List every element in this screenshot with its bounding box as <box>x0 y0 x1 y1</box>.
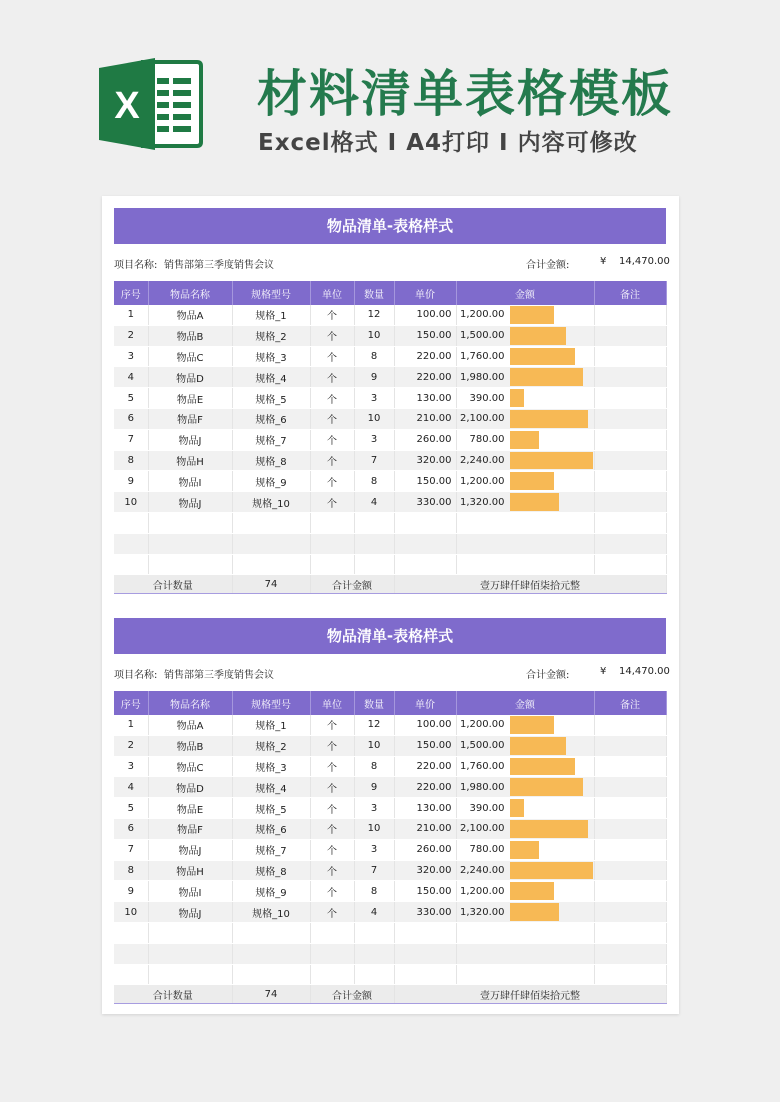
item-unit: 个 <box>310 839 354 860</box>
logo-letter: X <box>114 85 140 127</box>
table-row <box>114 367 666 388</box>
item-amount: 780.00 <box>469 844 505 856</box>
item-price: 150.00 <box>394 735 456 756</box>
item-amount: 2,100.00 <box>459 413 505 425</box>
table-row <box>114 902 666 923</box>
project-name: 销售部第三季度销售会议 <box>164 260 274 271</box>
item-table <box>114 691 667 1004</box>
row-number: 4 <box>114 777 148 798</box>
item-amount: 1,980.00 <box>459 371 505 383</box>
total-amount: 14,470.00 <box>619 256 670 267</box>
qty-total: 74 <box>232 985 310 1004</box>
item-unit: 个 <box>310 818 354 839</box>
item-amount-cell <box>456 450 594 471</box>
item-price: 320.00 <box>394 860 456 881</box>
column-header: 金额 <box>456 281 594 305</box>
item-amount: 1,200.00 <box>459 719 505 731</box>
item-unit: 个 <box>310 798 354 819</box>
row-number: 1 <box>114 715 148 735</box>
item-unit: 个 <box>310 735 354 756</box>
table-row <box>114 881 666 902</box>
empty-row <box>114 512 666 533</box>
item-amount-cell <box>456 346 594 367</box>
total-label: 合计金额: <box>526 260 570 271</box>
item-amount-cell <box>456 325 594 346</box>
item-name: 物品I <box>148 471 232 492</box>
row-number: 8 <box>114 860 148 881</box>
summary-row <box>114 985 666 1004</box>
item-spec: 规格_6 <box>232 818 310 839</box>
item-name: 物品A <box>148 305 232 325</box>
item-amount: 390.00 <box>469 802 505 814</box>
item-unit: 个 <box>310 881 354 902</box>
item-amount-cell <box>456 881 594 902</box>
item-spec: 规格_10 <box>232 902 310 923</box>
item-unit: 个 <box>310 777 354 798</box>
item-amount-cell <box>456 735 594 756</box>
item-unit: 个 <box>310 429 354 450</box>
item-amount-cell <box>456 492 594 513</box>
item-amount: 1,760.00 <box>459 350 505 362</box>
item-note <box>594 388 666 409</box>
qty-total-label: 合计数量 <box>114 985 232 1004</box>
item-name: 物品C <box>148 346 232 367</box>
item-name: 物品F <box>148 818 232 839</box>
item-amount-cell <box>456 798 594 819</box>
item-unit: 个 <box>310 471 354 492</box>
empty-row <box>114 554 666 575</box>
amount-data-bar <box>510 882 554 900</box>
item-name: 物品H <box>148 860 232 881</box>
total-amount: 14,470.00 <box>619 666 670 677</box>
item-qty: 3 <box>354 388 394 409</box>
item-spec: 规格_2 <box>232 735 310 756</box>
item-qty: 8 <box>354 346 394 367</box>
column-header: 备注 <box>594 281 666 305</box>
item-name: 物品J <box>148 429 232 450</box>
table-header <box>114 281 666 305</box>
empty-row <box>114 964 666 985</box>
item-amount-cell <box>456 429 594 450</box>
project-name: 销售部第三季度销售会议 <box>164 670 274 681</box>
item-price: 210.00 <box>394 408 456 429</box>
item-note <box>594 325 666 346</box>
column-header: 单位 <box>310 281 354 305</box>
row-number: 3 <box>114 756 148 777</box>
column-header: 金额 <box>456 691 594 715</box>
item-qty: 12 <box>354 305 394 325</box>
amount-data-bar <box>510 862 593 880</box>
table-header <box>114 691 666 715</box>
amount-data-bar <box>510 368 583 386</box>
item-price: 330.00 <box>394 902 456 923</box>
empty-row <box>114 943 666 964</box>
amount-data-bar <box>510 799 524 817</box>
amount-data-bar <box>510 716 554 734</box>
item-name: 物品J <box>148 839 232 860</box>
item-amount-cell <box>456 408 594 429</box>
item-qty: 3 <box>354 429 394 450</box>
amount-total-label: 合计金额 <box>310 985 394 1004</box>
item-amount-cell <box>456 902 594 923</box>
row-number: 9 <box>114 471 148 492</box>
item-price: 330.00 <box>394 492 456 513</box>
item-amount: 2,100.00 <box>459 823 505 835</box>
column-header: 规格型号 <box>232 691 310 715</box>
currency-symbol: ¥ <box>600 256 607 267</box>
item-name: 物品D <box>148 777 232 798</box>
item-amount: 1,200.00 <box>459 309 505 321</box>
table-row <box>114 471 666 492</box>
column-header: 备注 <box>594 691 666 715</box>
summary-row <box>114 575 666 594</box>
item-unit: 个 <box>310 492 354 513</box>
amount-data-bar <box>510 472 554 490</box>
item-qty: 8 <box>354 471 394 492</box>
item-note <box>594 839 666 860</box>
item-amount: 1,320.00 <box>459 906 505 918</box>
item-amount-cell <box>456 839 594 860</box>
item-spec: 规格_5 <box>232 798 310 819</box>
item-amount-cell <box>456 471 594 492</box>
item-price: 100.00 <box>394 305 456 325</box>
item-amount: 1,200.00 <box>459 885 505 897</box>
item-note <box>594 735 666 756</box>
row-number: 1 <box>114 305 148 325</box>
amount-total-text: 壹万肆仟肆佰柒拾元整 <box>394 575 666 594</box>
item-amount: 390.00 <box>469 392 505 404</box>
table-row <box>114 346 666 367</box>
amount-data-bar <box>510 841 539 859</box>
item-note <box>594 367 666 388</box>
table-row <box>114 325 666 346</box>
item-spec: 规格_2 <box>232 325 310 346</box>
item-amount-cell <box>456 715 594 735</box>
amount-data-bar <box>510 431 539 449</box>
item-name: 物品C <box>148 756 232 777</box>
amount-data-bar <box>510 493 559 511</box>
item-price: 220.00 <box>394 346 456 367</box>
item-spec: 规格_8 <box>232 450 310 471</box>
item-qty: 4 <box>354 902 394 923</box>
table-row <box>114 777 666 798</box>
row-number: 6 <box>114 408 148 429</box>
item-qty: 7 <box>354 450 394 471</box>
table-row <box>114 839 666 860</box>
item-amount: 1,500.00 <box>459 740 505 752</box>
item-note <box>594 881 666 902</box>
item-note <box>594 902 666 923</box>
item-amount-cell <box>456 860 594 881</box>
item-amount-cell <box>456 777 594 798</box>
item-price: 220.00 <box>394 777 456 798</box>
item-price: 130.00 <box>394 388 456 409</box>
item-amount-cell <box>456 756 594 777</box>
item-spec: 规格_6 <box>232 408 310 429</box>
empty-row <box>114 922 666 943</box>
item-qty: 8 <box>354 881 394 902</box>
item-unit: 个 <box>310 408 354 429</box>
item-name: 物品H <box>148 450 232 471</box>
table-row <box>114 860 666 881</box>
item-price: 100.00 <box>394 715 456 735</box>
amount-data-bar <box>510 348 575 366</box>
amount-data-bar <box>510 389 524 407</box>
item-unit: 个 <box>310 715 354 735</box>
row-number: 9 <box>114 881 148 902</box>
item-spec: 规格_4 <box>232 777 310 798</box>
item-name: 物品E <box>148 798 232 819</box>
item-sheet <box>114 208 670 594</box>
item-note <box>594 305 666 325</box>
amount-data-bar <box>510 758 575 776</box>
item-amount: 1,500.00 <box>459 330 505 342</box>
item-unit: 个 <box>310 860 354 881</box>
item-name: 物品B <box>148 325 232 346</box>
item-price: 220.00 <box>394 756 456 777</box>
item-unit: 个 <box>310 450 354 471</box>
item-amount: 1,320.00 <box>459 496 505 508</box>
table-row <box>114 818 666 839</box>
amount-data-bar <box>510 452 593 470</box>
item-unit: 个 <box>310 305 354 325</box>
table-row <box>114 305 666 325</box>
item-qty: 10 <box>354 735 394 756</box>
item-amount-cell <box>456 818 594 839</box>
item-price: 130.00 <box>394 798 456 819</box>
item-amount-cell <box>456 367 594 388</box>
item-note <box>594 408 666 429</box>
item-unit: 个 <box>310 756 354 777</box>
item-price: 260.00 <box>394 839 456 860</box>
item-note <box>594 346 666 367</box>
item-note <box>594 715 666 735</box>
item-spec: 规格_1 <box>232 715 310 735</box>
table-row <box>114 408 666 429</box>
document-page <box>102 196 679 1014</box>
item-price: 210.00 <box>394 818 456 839</box>
item-name: 物品J <box>148 492 232 513</box>
item-price: 260.00 <box>394 429 456 450</box>
item-spec: 规格_7 <box>232 429 310 450</box>
item-spec: 规格_10 <box>232 492 310 513</box>
column-header: 数量 <box>354 691 394 715</box>
column-header: 规格型号 <box>232 281 310 305</box>
row-number: 8 <box>114 450 148 471</box>
item-note <box>594 798 666 819</box>
item-spec: 规格_9 <box>232 471 310 492</box>
project-info <box>114 250 670 274</box>
column-header: 序号 <box>114 281 148 305</box>
item-note <box>594 450 666 471</box>
column-header: 单价 <box>394 691 456 715</box>
item-unit: 个 <box>310 388 354 409</box>
item-unit: 个 <box>310 325 354 346</box>
item-qty: 9 <box>354 777 394 798</box>
item-qty: 10 <box>354 818 394 839</box>
table-row <box>114 450 666 471</box>
row-number: 2 <box>114 325 148 346</box>
column-header: 物品名称 <box>148 281 232 305</box>
currency-symbol: ¥ <box>600 666 607 677</box>
row-number: 6 <box>114 818 148 839</box>
item-unit: 个 <box>310 346 354 367</box>
item-name: 物品B <box>148 735 232 756</box>
item-spec: 规格_4 <box>232 367 310 388</box>
total-label: 合计金额: <box>526 670 570 681</box>
item-amount: 1,980.00 <box>459 781 505 793</box>
item-spec: 规格_1 <box>232 305 310 325</box>
column-header: 物品名称 <box>148 691 232 715</box>
item-name: 物品I <box>148 881 232 902</box>
item-table <box>114 281 667 594</box>
item-spec: 规格_5 <box>232 388 310 409</box>
column-header: 单价 <box>394 281 456 305</box>
row-number: 4 <box>114 367 148 388</box>
empty-row <box>114 533 666 554</box>
item-amount: 1,200.00 <box>459 475 505 487</box>
item-amount: 1,760.00 <box>459 760 505 772</box>
amount-data-bar <box>510 903 559 921</box>
table-row <box>114 735 666 756</box>
excel-logo-icon <box>97 56 205 152</box>
sheet-title: 物品清单-表格样式 <box>114 208 666 244</box>
item-qty: 7 <box>354 860 394 881</box>
amount-data-bar <box>510 820 588 838</box>
amount-data-bar <box>510 737 566 755</box>
item-note <box>594 860 666 881</box>
item-price: 150.00 <box>394 881 456 902</box>
row-number: 2 <box>114 735 148 756</box>
page-subtitle: Excel格式 I A4打印 I 内容可修改 <box>258 130 638 156</box>
item-note <box>594 429 666 450</box>
project-info <box>114 660 670 684</box>
column-header: 数量 <box>354 281 394 305</box>
column-header: 单位 <box>310 691 354 715</box>
item-qty: 8 <box>354 756 394 777</box>
row-number: 3 <box>114 346 148 367</box>
project-label: 项目名称: <box>114 260 158 271</box>
amount-total-label: 合计金额 <box>310 575 394 594</box>
item-qty: 10 <box>354 408 394 429</box>
item-name: 物品J <box>148 902 232 923</box>
row-number: 7 <box>114 429 148 450</box>
item-qty: 10 <box>354 325 394 346</box>
item-note <box>594 756 666 777</box>
item-price: 220.00 <box>394 367 456 388</box>
item-name: 物品D <box>148 367 232 388</box>
item-qty: 12 <box>354 715 394 735</box>
amount-data-bar <box>510 327 566 345</box>
item-price: 150.00 <box>394 471 456 492</box>
table-row <box>114 492 666 513</box>
row-number: 7 <box>114 839 148 860</box>
table-row <box>114 388 666 409</box>
row-number: 5 <box>114 388 148 409</box>
item-amount-cell <box>456 388 594 409</box>
item-qty: 3 <box>354 798 394 819</box>
item-spec: 规格_3 <box>232 756 310 777</box>
item-qty: 3 <box>354 839 394 860</box>
item-name: 物品F <box>148 408 232 429</box>
item-note <box>594 471 666 492</box>
item-qty: 4 <box>354 492 394 513</box>
item-note <box>594 777 666 798</box>
item-price: 150.00 <box>394 325 456 346</box>
column-header: 序号 <box>114 691 148 715</box>
amount-data-bar <box>510 778 583 796</box>
item-amount: 780.00 <box>469 434 505 446</box>
item-price: 320.00 <box>394 450 456 471</box>
table-row <box>114 429 666 450</box>
item-note <box>594 492 666 513</box>
item-name: 物品A <box>148 715 232 735</box>
item-unit: 个 <box>310 367 354 388</box>
qty-total-label: 合计数量 <box>114 575 232 594</box>
sheet-title: 物品清单-表格样式 <box>114 618 666 654</box>
row-number: 10 <box>114 902 148 923</box>
project-label: 项目名称: <box>114 670 158 681</box>
table-row <box>114 756 666 777</box>
amount-data-bar <box>510 306 554 324</box>
item-name: 物品E <box>148 388 232 409</box>
amount-data-bar <box>510 410 588 428</box>
item-unit: 个 <box>310 902 354 923</box>
item-note <box>594 818 666 839</box>
item-qty: 9 <box>354 367 394 388</box>
item-spec: 规格_9 <box>232 881 310 902</box>
qty-total: 74 <box>232 575 310 594</box>
page-title: 材料清单表格模板 <box>257 65 673 123</box>
item-sheet <box>114 618 670 1004</box>
item-amount-cell <box>456 305 594 325</box>
item-spec: 规格_8 <box>232 860 310 881</box>
row-number: 5 <box>114 798 148 819</box>
table-row <box>114 798 666 819</box>
item-spec: 规格_7 <box>232 839 310 860</box>
item-amount: 2,240.00 <box>459 864 505 876</box>
table-row <box>114 715 666 735</box>
item-spec: 规格_3 <box>232 346 310 367</box>
amount-total-text: 壹万肆仟肆佰柒拾元整 <box>394 985 666 1004</box>
row-number: 10 <box>114 492 148 513</box>
item-amount: 2,240.00 <box>459 454 505 466</box>
